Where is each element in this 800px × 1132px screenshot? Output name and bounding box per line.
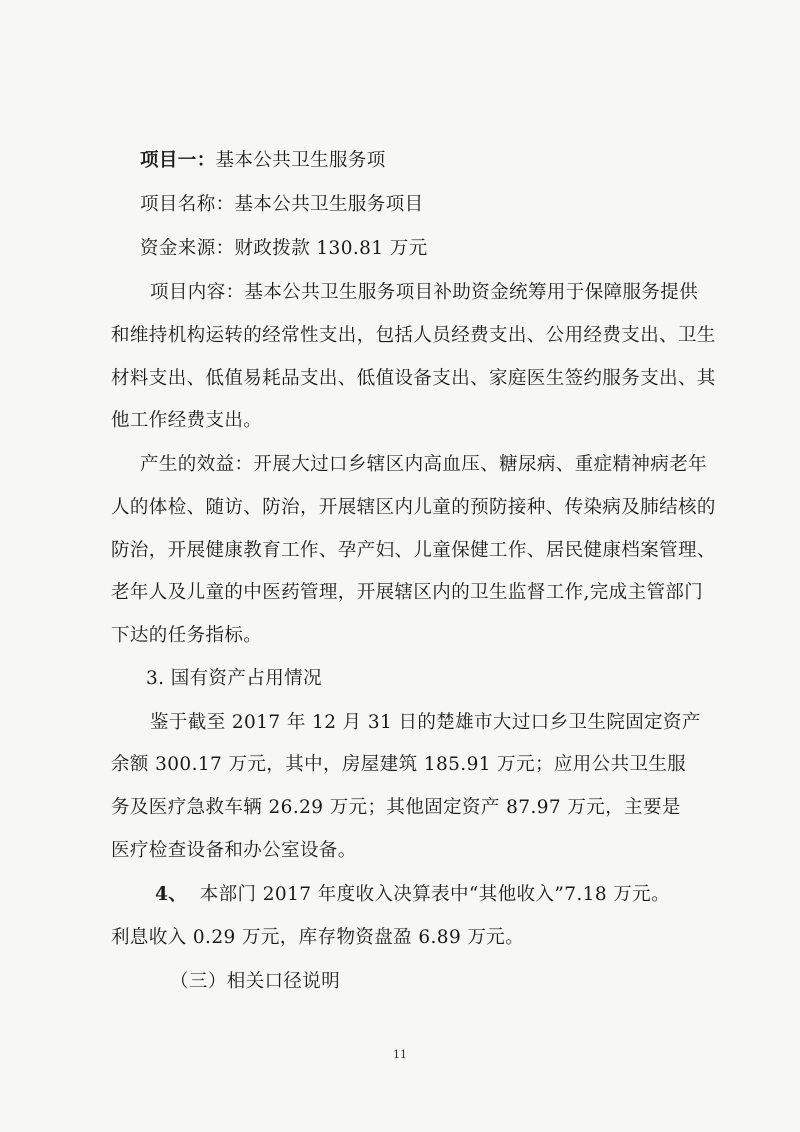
project-heading	[140, 148, 386, 174]
project-benefit-line: 防治，开展健康教育工作、孕产妇、儿童保健工作、居民健康档案管理、	[111, 540, 716, 561]
project-content-line: 他工作经费支出。	[111, 410, 263, 431]
income-line	[155, 882, 670, 908]
project-content-line: 项目内容：基本公共卫生服务项目补助资金统筹用于保障服务提供	[150, 282, 699, 303]
page-number: 11	[393, 1048, 407, 1061]
project-funding: 资金来源：财政拨款 130.81 万元	[140, 238, 428, 259]
assets-heading: 3. 国有资产占用情况	[146, 668, 322, 689]
section-heading: （三）相关口径说明	[170, 971, 341, 992]
project-content-line: 和维持机构运转的经常性支出，包括人员经费支出、公用经费支出、卫生	[111, 325, 716, 346]
assets-line: 余额 300.17 万元，其中，房屋建筑 185.91 万元；应用公共卫生服	[111, 754, 687, 775]
assets-line: 务及医疗急救车辆 26.29 万元；其他固定资产 87.97 万元，主要是	[111, 797, 681, 818]
income-text: 本部门 2017 年度收入决算表中“其他收入”7.18 万元。	[199, 884, 670, 905]
project-heading-text: 基本公共卫生服务项	[215, 150, 386, 171]
project-benefit-line: 人的体检、随访、防治，开展辖区内儿童的预防接种、传染病及肺结核的	[111, 497, 716, 518]
project-content-line: 材料支出、低值易耗品支出、低值设备支出、家庭医生签约服务支出、其	[111, 368, 716, 389]
income-line: 利息收入 0.29 万元，库存物资盘盈 6.89 万元。	[111, 927, 525, 948]
project-benefit-line: 产生的效益：开展大过口乡辖区内高血压、糖尿病、重症精神病老年	[140, 454, 708, 475]
project-name: 项目名称：基本公共卫生服务项目	[140, 194, 424, 215]
project-heading-label: 项目一：	[140, 150, 216, 171]
income-number: 4、	[155, 884, 188, 905]
project-benefit-line: 下达的任务指标。	[111, 625, 263, 646]
assets-line: 医疗检查设备和办公室设备。	[111, 840, 357, 861]
project-benefit-line: 老年人及儿童的中医药管理，开展辖区内的卫生监督工作,完成主管部门	[111, 582, 704, 603]
assets-line: 鉴于截至 2017 年 12 月 31 日的楚雄市大过口乡卫生院固定资产	[150, 712, 701, 733]
